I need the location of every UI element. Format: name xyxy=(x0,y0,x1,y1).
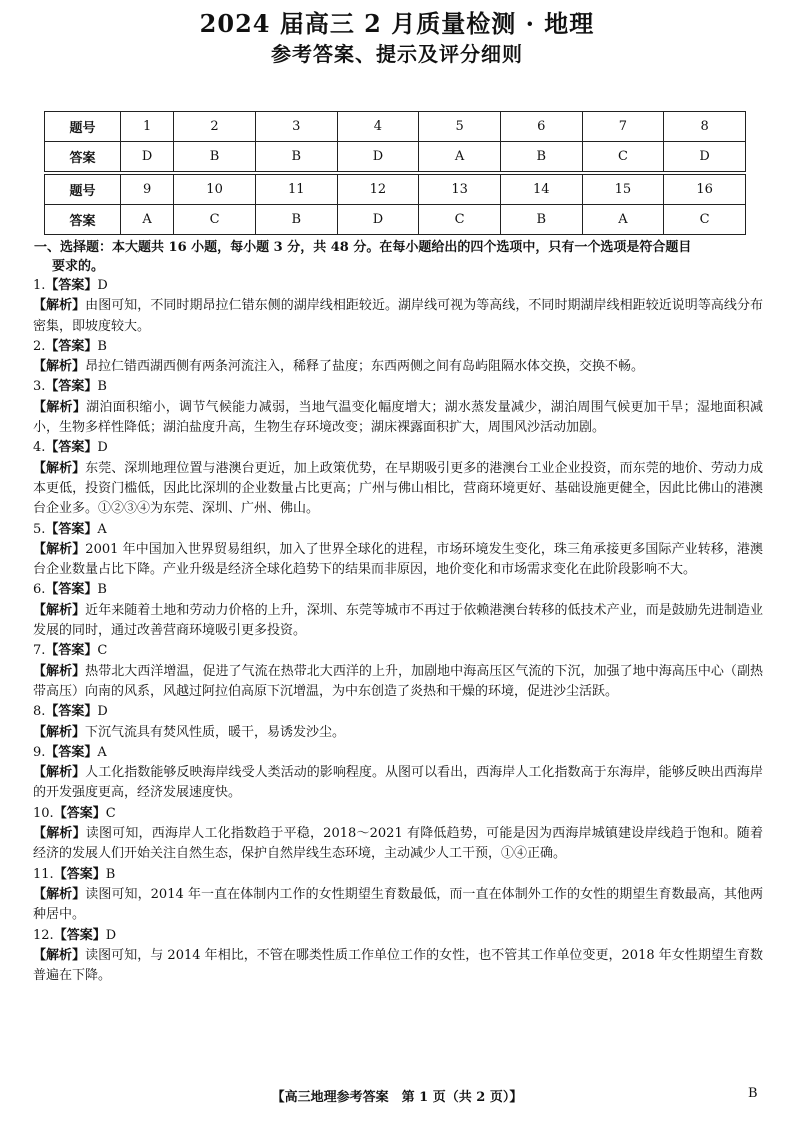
answer-cell: C xyxy=(419,205,501,235)
answer-tag: 【答案】 xyxy=(45,744,98,760)
analysis-text: 热带北大西洋增温，促进了气流在热带北大西洋的上升，加剧地中海高压区气流的下沉，加强了地中海高压中心（副热带高压）向南的风系，风越过阿拉伯高原下沉增温，为中东创造了炎热和干燥的环境，促进沙尘活跃。 xyxy=(33,663,763,699)
answer-value: C xyxy=(97,643,108,659)
answer-line xyxy=(33,926,763,946)
answer-tag: 【答案】 xyxy=(45,379,98,395)
page-title: 2024 届高三 2 月质量检测 · 地理 xyxy=(199,9,595,38)
answer-tag: 【答案】 xyxy=(45,440,98,456)
question-number: 9. xyxy=(33,744,46,760)
question-number-cell: 14 xyxy=(500,175,582,205)
answer-cell: C xyxy=(174,205,256,235)
table-row-answer xyxy=(45,142,746,172)
question-number-cell: 8 xyxy=(664,112,746,142)
answer-tag: 【答案】 xyxy=(45,704,98,720)
analysis-line xyxy=(33,662,763,703)
table-row-label: 答案 xyxy=(45,205,121,235)
answer-tag: 【答案】 xyxy=(45,338,98,354)
answer-line xyxy=(33,276,763,296)
analysis-text: 读图可知，西海岸人工化指数趋于平稳，2018～2021 有降低趋势，可能是因为西海岸城镇建设岸线趋于饱和。随着经济的发展人们开始关注自然生态，保护自然岸线生态环境，主动减少人工干预，①④正确。 xyxy=(33,826,763,862)
section-heading xyxy=(34,238,762,276)
question-number-cell: 4 xyxy=(337,112,419,142)
answer-cell: D xyxy=(337,205,419,235)
analysis-tag: 【解析】 xyxy=(33,947,86,963)
analysis-line xyxy=(33,540,763,581)
question-number: 4. xyxy=(33,440,46,456)
question-number-cell: 6 xyxy=(500,112,582,142)
analysis-line xyxy=(33,357,763,377)
analysis-line xyxy=(33,885,763,926)
table-row-label: 题号 xyxy=(45,112,121,142)
analysis-line xyxy=(33,946,763,987)
answer-tag: 【答案】 xyxy=(45,643,98,659)
question-list xyxy=(33,276,763,986)
analysis-tag: 【解析】 xyxy=(33,724,86,740)
answer-tag: 【答案】 xyxy=(45,582,98,598)
analysis-text: 下沉气流具有焚风性质，暖干，易诱发沙尘。 xyxy=(85,724,346,740)
question-number-cell: 15 xyxy=(582,175,664,205)
answer-value: B xyxy=(97,582,107,598)
question-number-cell: 1 xyxy=(121,112,174,142)
analysis-line xyxy=(33,723,763,743)
question-number: 6. xyxy=(33,582,46,598)
answer-tag: 【答案】 xyxy=(53,805,106,821)
table-row-number xyxy=(45,175,746,205)
question-number-cell: 3 xyxy=(255,112,337,142)
answer-line xyxy=(33,580,763,600)
answer-line xyxy=(33,641,763,661)
answer-value: C xyxy=(105,805,116,821)
analysis-text: 人工化指数能够反映海岸线受人类活动的影响程度。从图可以看出，西海岸人工化指数高于东海岸，能够反映出西海岸的开发强度更高，经济发展速度快。 xyxy=(33,765,763,801)
version-mark: B xyxy=(748,1086,758,1101)
analysis-text: 读图可知，2014 年一直在体制内工作的女性期望生育数最低，而一直在体制外工作的女性的期望生育数最高，其他两种居中。 xyxy=(33,886,763,923)
question-number-cell: 12 xyxy=(337,175,419,205)
answer-cell: B xyxy=(174,142,256,172)
answer-value: A xyxy=(97,521,107,537)
analysis-tag: 【解析】 xyxy=(33,399,87,415)
answer-tag: 【答案】 xyxy=(53,927,106,943)
question-number: 11. xyxy=(33,866,54,882)
answer-cell: A xyxy=(419,142,501,172)
answer-line xyxy=(33,702,763,722)
analysis-line xyxy=(33,824,763,865)
answer-line xyxy=(33,865,763,885)
analysis-text: 昂拉仁错西湖西侧有两条河流注入，稀释了盐度；东西两侧之间有岛屿阻隔水体交换，交换不畅。 xyxy=(85,359,645,375)
analysis-text: 东莞、深圳地理位置与港澳台更近，加上政策优势，在早期吸引更多的港澳台工业企业投资，而东莞的地价、劳动力成本更低，投资门槛低，因此比深圳的企业数量占比更高；广州与佛山相比，营商环境更好、基础设施更健全，因此比佛山的港澳台企业多。①②③④为东莞、深圳、广州、佛山。 xyxy=(33,460,763,517)
answer-tag: 【答案】 xyxy=(45,521,98,537)
table-row-label: 答案 xyxy=(45,142,121,172)
page-footer: 【高三地理参考答案 第 1 页（共 2 页）】 xyxy=(271,1090,523,1105)
question-number: 2. xyxy=(33,338,46,354)
analysis-tag: 【解析】 xyxy=(33,359,86,375)
analysis-line xyxy=(33,296,763,337)
question-number: 12. xyxy=(33,927,54,943)
question-number: 8. xyxy=(33,704,46,720)
answer-value: B xyxy=(97,379,107,395)
answer-value: B xyxy=(97,338,107,354)
analysis-text: 近年来随着土地和劳动力价格的上升，深圳、东莞等城市不再过于依赖港澳台转移的低技术产业，而是鼓励先进制造业发展的同时，通过改善营商环境吸引更多投资。 xyxy=(33,602,763,639)
analysis-text: 由图可知，不同时期昂拉仁错东侧的湖岸线相距较近。湖岸线可视为等高线，不同时期湖岸线相距较近说明等高线分布密集，即坡度较大。 xyxy=(33,298,763,334)
answer-line xyxy=(33,743,763,763)
answer-line xyxy=(33,520,763,540)
answer-value: D xyxy=(97,704,108,720)
question-number: 7. xyxy=(33,643,46,659)
analysis-line xyxy=(33,398,763,439)
answer-cell: A xyxy=(582,205,664,235)
analysis-tag: 【解析】 xyxy=(33,460,86,476)
question-number: 3. xyxy=(33,379,46,395)
answer-cell: A xyxy=(121,205,174,235)
section-heading-line1: 一、选择题：本大题共 16 小题，每小题 3 分，共 48 分。在每小题给出的四个选项中，只有一个选项是符合题目 xyxy=(34,240,692,255)
analysis-tag: 【解析】 xyxy=(33,765,86,781)
answer-cell: C xyxy=(582,142,664,172)
answer-tag: 【答案】 xyxy=(45,278,98,293)
table-row-number xyxy=(45,112,746,142)
table-row-answer xyxy=(45,205,746,235)
answer-line xyxy=(33,438,763,458)
question-number-cell: 13 xyxy=(419,175,501,205)
question-number: 10. xyxy=(33,805,54,821)
analysis-line xyxy=(33,601,763,642)
question-number-cell: 5 xyxy=(419,112,501,142)
analysis-tag: 【解析】 xyxy=(33,541,86,557)
answer-cell: C xyxy=(664,205,746,235)
answer-cell: B xyxy=(255,205,337,235)
analysis-tag: 【解析】 xyxy=(33,298,86,314)
section-heading-line2: 要求的。 xyxy=(52,259,105,274)
answer-tag: 【答案】 xyxy=(53,866,106,882)
answer-cell: B xyxy=(255,142,337,172)
table-row-label: 题号 xyxy=(45,175,121,205)
answer-cell: B xyxy=(500,205,582,235)
answer-value: D xyxy=(97,440,108,456)
page-subtitle: 参考答案、提示及评分细则 xyxy=(271,42,523,66)
analysis-line xyxy=(33,459,763,520)
question-number-cell: 10 xyxy=(174,175,256,205)
answer-cell: B xyxy=(500,142,582,172)
answer-value: B xyxy=(105,866,116,882)
answer-line xyxy=(33,377,763,397)
answer-cell: D xyxy=(121,142,174,172)
question-number-cell: 7 xyxy=(582,112,664,142)
answer-value: D xyxy=(105,927,117,943)
answer-cell: D xyxy=(337,142,419,172)
analysis-tag: 【解析】 xyxy=(33,886,86,902)
question-number-cell: 16 xyxy=(664,175,746,205)
question-number-cell: 9 xyxy=(121,175,174,205)
answer-value: A xyxy=(97,744,107,760)
question-number: 5. xyxy=(33,521,46,537)
analysis-text: 读图可知，与 2014 年相比，不管在哪类性质工作单位工作的女性，也不管其工作单位变更，2018 年女性期望生育数普遍在下降。 xyxy=(33,947,763,984)
question-number: 1. xyxy=(33,278,46,293)
answer-table xyxy=(44,111,746,235)
analysis-tag: 【解析】 xyxy=(33,663,86,679)
answer-value: D xyxy=(97,278,108,293)
analysis-tag: 【解析】 xyxy=(33,826,86,842)
question-number-cell: 11 xyxy=(255,175,337,205)
answer-cell: D xyxy=(664,142,746,172)
analysis-line xyxy=(33,763,763,804)
analysis-text: 湖泊面积缩小，调节气候能力减弱，当地气温变化幅度增大；湖水蒸发量减少，湖泊周围气候更加干旱；湿地面积减小，生物多样性降低；湖泊盐度升高，生物生存环境改变；湖床裸露面积扩大，周围风沙活动加剧。 xyxy=(33,399,763,436)
answer-line xyxy=(33,804,763,824)
question-number-cell: 2 xyxy=(174,112,256,142)
analysis-text: 2001 年中国加入世界贸易组织，加入了世界全球化的进程，市场环境发生变化，珠三角承接更多国际产业转移，港澳台企业数量占比下降。产业升级是经济全球化趋势下的结果而非原因，地价变化和市场需求变化在此阶段影响不大。 xyxy=(33,541,763,578)
analysis-tag: 【解析】 xyxy=(33,602,86,618)
answer-line xyxy=(33,337,763,357)
